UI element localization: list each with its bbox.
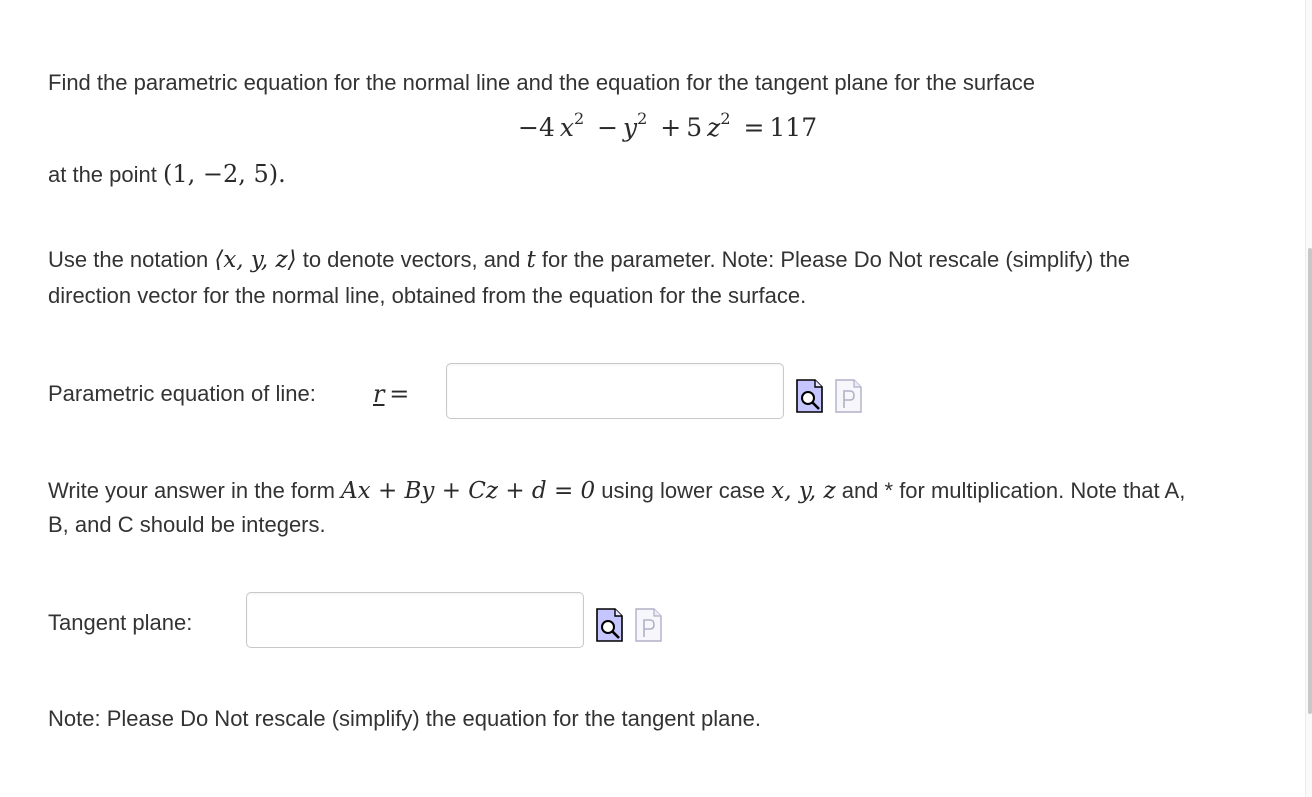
notation-param: t [526, 247, 536, 273]
palette-p-icon[interactable] [634, 607, 664, 643]
final-note: Note: Please Do Not rescale (simplify) the equation for the tangent plane. [48, 706, 761, 731]
line-question-label: Parametric equation of line: [48, 381, 316, 406]
point-coordinates: (1, −2, 5). [163, 160, 286, 188]
line-lhs: r = [373, 380, 410, 408]
surface-equation: −4 $x^2 - y^2 + 5$ $z^2 = 117$ [518, 109, 818, 142]
plane-form: Ax + By + Cz + d = 0 [341, 478, 596, 504]
preview-magnifier-icon[interactable] [595, 607, 625, 643]
plane-instructions-line-1: Write your answer in the form Ax + By + Cz + d = 0 using lower case x, y, z and * for multiplication. Note that A, [48, 478, 1186, 504]
palette-p-icon[interactable] [834, 378, 864, 414]
preview-magnifier-icon[interactable] [795, 378, 825, 414]
notation-line-1: Use the notation ⟨x, y, z⟩ to denote vectors, and t for the parameter. Note: Please Do Not rescale (simplify) the [48, 247, 1131, 273]
problem-intro: Find the parametric equation for the normal line and the equation for the tangent plane for the surface [48, 70, 1035, 95]
point-sentence: at the point (1, −2, 5). [48, 160, 286, 188]
tangent-plane-input[interactable] [246, 592, 584, 648]
notation-line-2: direction vector for the normal line, obtained from the equation for the surface. [48, 283, 807, 308]
scrollbar-thumb[interactable] [1308, 248, 1312, 714]
plane-instructions-line-2: B, and C should be integers. [48, 512, 326, 537]
plane-vars: x, y, z [771, 478, 836, 504]
notation-vector: ⟨x, y, z⟩ [214, 247, 297, 273]
plane-question-label: Tangent plane: [48, 610, 193, 635]
parametric-line-input[interactable] [446, 363, 784, 419]
